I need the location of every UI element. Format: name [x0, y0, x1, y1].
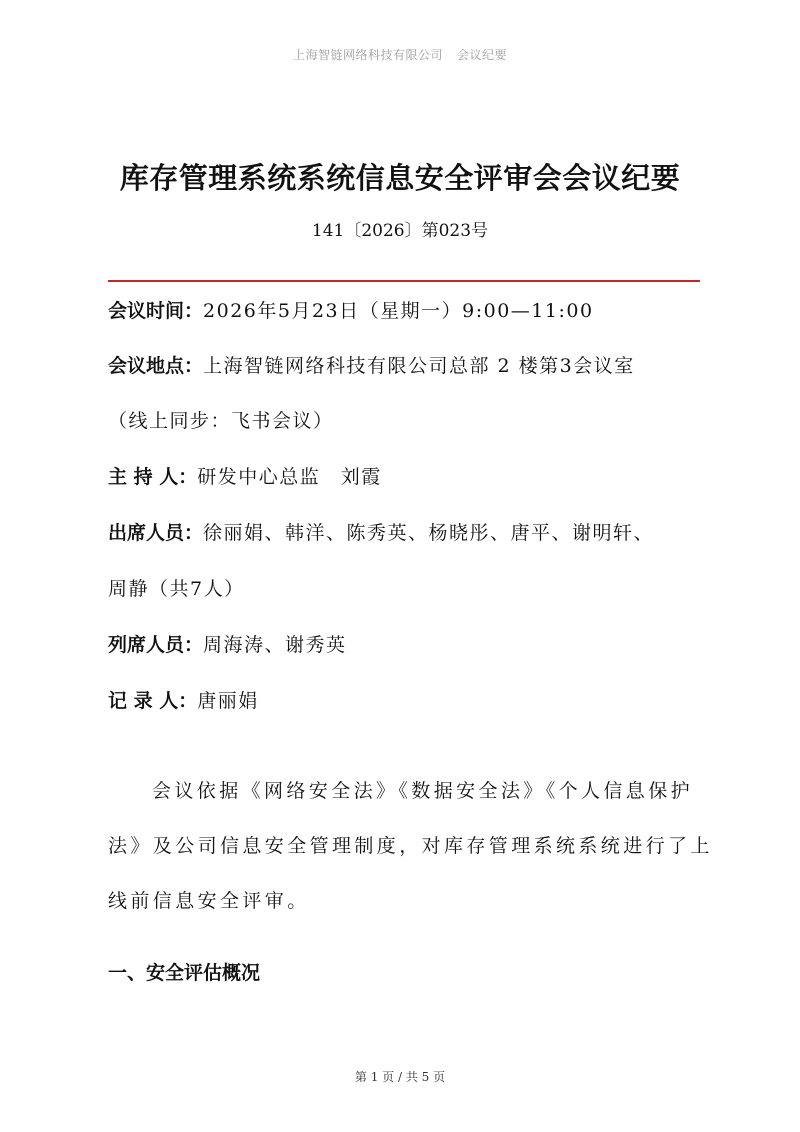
meeting-time-label: 会议时间： [108, 300, 204, 322]
host-row [108, 464, 382, 490]
section-heading-1: 一、安全评估概况 [108, 962, 261, 984]
attendees-row [108, 520, 654, 546]
meeting-time-row [108, 298, 594, 324]
page-footer: 第 1 页 / 共 5 页 [354, 1070, 446, 1084]
meeting-place-continuation [108, 408, 334, 434]
recorder-row [108, 688, 259, 714]
host-label: 主 持 人： [108, 466, 198, 488]
attendees-continuation [108, 576, 245, 602]
header-company: 上海智链网络科技有限公司 [292, 48, 443, 62]
meeting-time-value: 2026年5月23日（星期一）9:00—11:00 [203, 300, 594, 322]
recorder-value: 唐丽娟 [197, 690, 259, 712]
attendees-value-2: 周静（共7人） [108, 578, 245, 600]
meeting-place-value-2: （线上同步：飞书会议） [108, 410, 334, 432]
observers-value: 周海涛、谢秀英 [203, 634, 347, 656]
observers-row [108, 632, 347, 658]
host-value: 研发中心总监 刘霞 [197, 466, 382, 488]
document-title: 库存管理系统系统信息安全评审会会议纪要 [119, 161, 681, 195]
attendees-value: 徐丽娟、韩洋、陈秀英、杨晓彤、唐平、谢明轩、 [203, 522, 655, 544]
body-paragraph-line-1: 会议依据《网络安全法》《数据安全法》《个人信息保护 [152, 780, 694, 802]
meeting-place-value: 上海智链网络科技有限公司总部 2 楼第3会议室 [203, 355, 635, 377]
observers-label: 列席人员： [108, 634, 204, 656]
meeting-place-row [108, 353, 635, 379]
body-paragraph-line-2: 法》及公司信息安全管理制度，对库存管理系统系统进行了上 [108, 835, 713, 857]
document-number: 141〔2026〕第023号 [311, 221, 489, 241]
body-paragraph-line-3: 线前信息安全评审。 [108, 890, 310, 912]
meeting-place-label: 会议地点： [108, 355, 204, 377]
attendees-label: 出席人员： [108, 522, 204, 544]
running-header [0, 46, 800, 63]
red-divider-rule [108, 280, 700, 282]
recorder-label: 记 录 人： [108, 690, 198, 712]
header-doc-type: 会议纪要 [457, 48, 508, 62]
